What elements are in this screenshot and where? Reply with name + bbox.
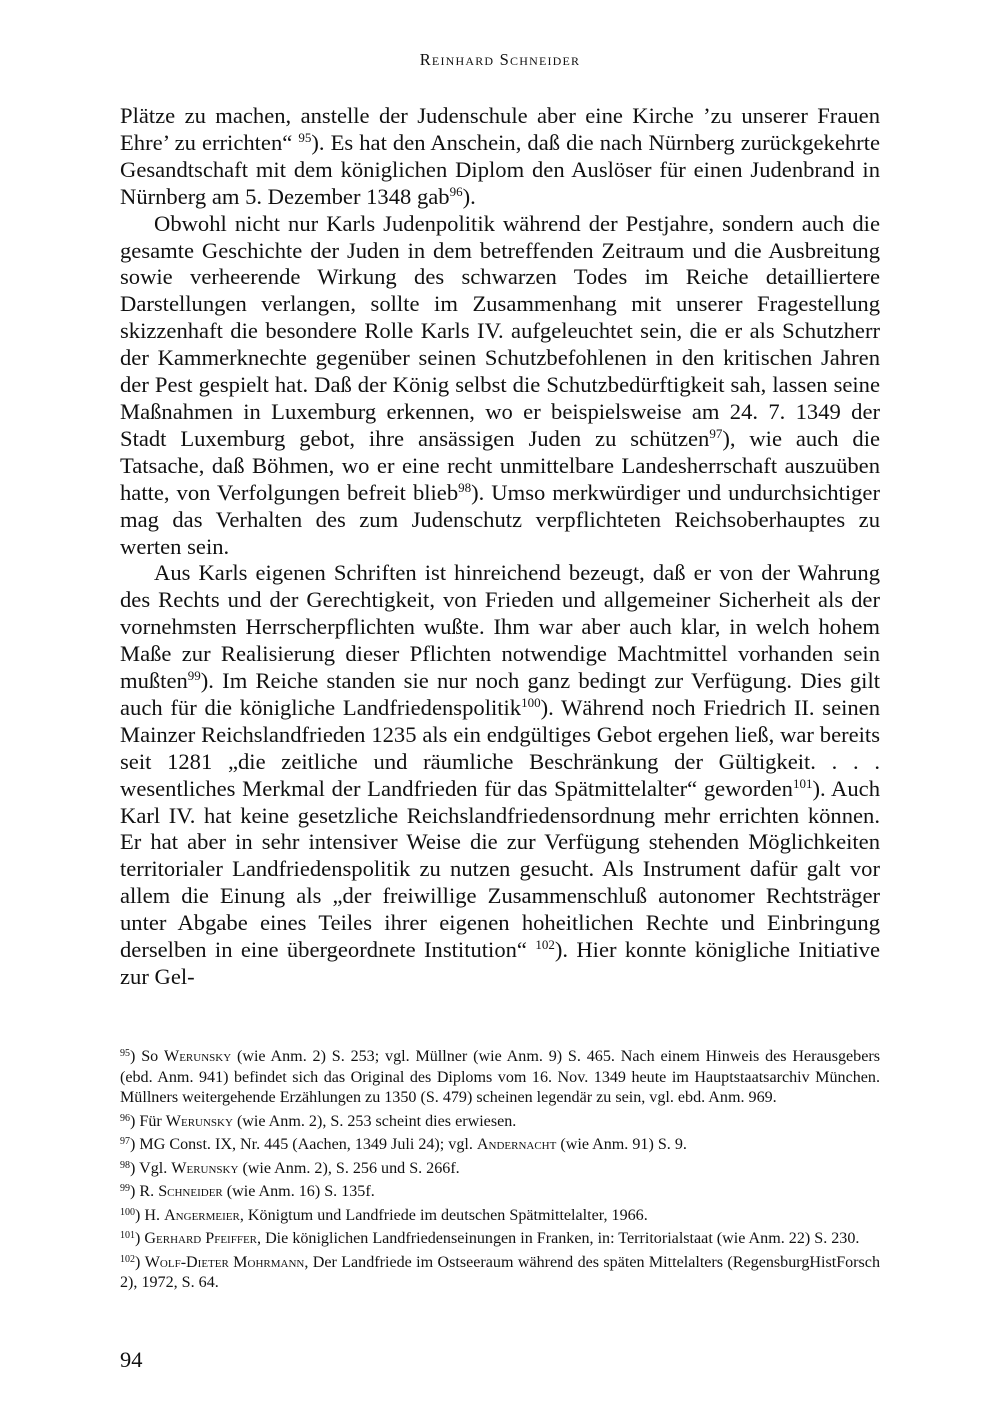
text-run: Obwohl nicht nur Karls Judenpolitik während der Pestjahre, sondern auch die gesamte Geschichte der Juden in dem betreffenden Zeitraum und die Ausbreitung sowie verheerende Wirkung des schwarzen Todes im Reiche detailliertere Darstellungen verlangen, sollte im Zusammenhang mit unserer Fragestellung skizzenhaft die besondere Rolle Karls IV. aufgeleuchtet sein, die er als Schutzherr der Kammerknechte gegenüber seinen Schutzbefohlenen in den kritischen Jahren der Pest gespielt hat. Daß der König selbst die Schutzbedürftigkeit sah, lassen seine Maßnahmen in Luxemburg erkennen, wo er beispielsweise am 24. 7. 1349 der Stadt Luxemburg gebot, ihre ansässigen Juden zu schützen xyxy=(120,210,880,451)
text-run: MG Const. IX, Nr. 445 (Aachen, 1349 Juli 24); vgl. xyxy=(139,1136,477,1153)
text-run: Plätze zu machen, anstelle der Judenschule aber eine Kirche ’zu unserer Frauen Ehre’ zu errichten“ xyxy=(120,103,880,155)
footnote-paren: ) xyxy=(130,1136,140,1153)
footnote-paren: ) xyxy=(135,1206,145,1224)
footnote-number: 101 xyxy=(120,1230,135,1241)
footnote xyxy=(120,1203,880,1227)
footnotes xyxy=(120,1044,880,1294)
footnote-number: 97 xyxy=(120,1136,130,1147)
paragraph-1 xyxy=(120,103,880,211)
text-run: (wie Anm. 16) S. 135f. xyxy=(222,1183,375,1200)
author-name: Werunsky xyxy=(165,1112,233,1130)
text-run: (wie Anm. 91) S. 9. xyxy=(556,1136,687,1153)
footnote-paren: ) xyxy=(130,1048,142,1065)
text-run: R. xyxy=(139,1183,159,1200)
footnote xyxy=(120,1179,880,1203)
author-name: Angermeier xyxy=(164,1206,240,1224)
text-run: ). Hier konnte königliche Initiative zur Gel- xyxy=(120,937,880,989)
footnote xyxy=(120,1132,880,1156)
main-text xyxy=(120,103,880,991)
text-run: ). Im Reiche standen sie nur noch ganz bedingt zur Verfügung. Dies gilt auch für die königliche Landfriedenspolitik xyxy=(120,668,880,720)
footnote-number: 98 xyxy=(120,1159,130,1171)
footnote-ref: 95 xyxy=(298,129,312,145)
paragraph-2 xyxy=(120,211,880,561)
author-name: Andernacht xyxy=(476,1136,557,1153)
footnote-number: 95 xyxy=(120,1048,130,1059)
text-run: ). Während noch Friedrich II. seinen Mainzer Reichslandfrieden 1235 als ein endgültiges Gebot ergehen ließ, war bereits seit 1281 „die zeitliche und räumliche Beschränkung der Gültigkeit. . . . wesentliches Merkmal der Landfrieden für das Spätmittelalter“ geworden xyxy=(120,694,880,801)
author-name: Werunsky xyxy=(171,1159,239,1177)
footnote-number: 96 xyxy=(120,1112,130,1124)
footnote-ref: 100 xyxy=(521,694,541,710)
footnote-number: 102 xyxy=(120,1253,135,1265)
text-run: (wie Anm. 2) S. 253; vgl. Müllner (wie Anm. 9) S. 465. Nach einem Hinweis des Herausgebers (ebd. Anm. 941) befindet sich das Original des Diploms vom 16. Nov. 1349 heute im Hauptstaatsarchiv München. Müllners weitergehende Erzählungen zu 1350 (S. 479) scheinen legendär zu sein, vgl. ebd. Anm. 969. xyxy=(120,1048,880,1106)
text-run: H. xyxy=(144,1206,165,1224)
footnote-paren: ) xyxy=(130,1183,140,1200)
text-run: , Königtum und Landfriede im deutschen Spätmittelalter, 1966. xyxy=(239,1206,648,1224)
footnote xyxy=(120,1109,880,1133)
running-head: Reinhard Schneider xyxy=(419,50,581,69)
text-run: ), wie auch die Tatsache, daß Böhmen, wo er eine recht unmittelbare Landesherrschaft auszuüben hatte, von Verfolgungen befreit blieb xyxy=(120,425,881,505)
footnote xyxy=(120,1044,880,1109)
footnote-ref: 102 xyxy=(535,937,555,953)
text-run: Für xyxy=(139,1112,166,1130)
text-run: ). Auch Karl IV. hat keine gesetzliche Reichslandfriedensordnung mehr errichten können. Er hat aber in sehr intensiver Weise die zur Verfügung stehenden Möglichkeiten territorialer Landfriedenspolitik zu nutzen gesucht. Als Instrument dafür galt vor allem die Einung als „der freiwillige Zusammenschluß autonomer Rechtsträger unter Abgabe eines Teiles ihrer eigenen hoheitlichen Rechte und Einbringung derselben in eine übergeordnete Institution“ xyxy=(120,775,880,963)
footnote xyxy=(120,1250,880,1294)
text-run: Vgl. xyxy=(139,1159,172,1177)
author-name: Werunsky xyxy=(164,1048,232,1065)
text-run: ). xyxy=(462,183,476,209)
footnote-paren: ) xyxy=(135,1230,145,1247)
footnote-ref: 97 xyxy=(709,425,723,441)
author-name: Schneider xyxy=(158,1183,223,1200)
footnote xyxy=(120,1156,880,1180)
paragraph-3 xyxy=(120,560,880,991)
author-name: Wolf-Dieter Mohrmann xyxy=(144,1253,305,1271)
footnote-ref: 101 xyxy=(792,775,813,791)
footnote xyxy=(120,1226,880,1250)
footnote-number: 99 xyxy=(120,1183,130,1194)
footnote-ref: 99 xyxy=(187,668,201,684)
footnote-paren: ) xyxy=(130,1112,140,1130)
footnote-ref: 96 xyxy=(449,183,463,199)
footnote-ref: 98 xyxy=(458,479,472,495)
footnote-paren: ) xyxy=(135,1253,145,1271)
text-run: , Die königlichen Landfriedenseinungen in Franken, in: Territorialstaat (wie Anm. 22) S. 230. xyxy=(257,1230,860,1247)
author-name: Gerhard Pfeiffer xyxy=(144,1230,258,1247)
page-number: 94 xyxy=(120,1347,143,1372)
text-run: , Der Landfriede im Ostseeraum während des späten Mittelalters (RegensburgHistForsch 2), 1972, S. 64. xyxy=(120,1253,880,1291)
text-run: (wie Anm. 2), S. 253 scheint dies erwiesen. xyxy=(232,1112,517,1130)
footnote-paren: ) xyxy=(130,1159,140,1177)
text-run: Aus Karls eigenen Schriften ist hinreichend bezeugt, daß er von der Wahrung des Rechts und der Gerechtigkeit, von Frieden und allgemeiner Sicherheit als der vornehmsten Herrscherpflichten wußte. Ihm war aber auch klar, in welch hohem Maße zur Realisierung dieser Pflichten notwendige Machtmittel vorhanden sein mußten xyxy=(120,560,880,694)
footnote-number: 100 xyxy=(120,1206,135,1218)
text-run: ). Es hat den Anschein, daß die nach Nürnberg zurückgekehrte Gesandtschaft mit dem königlichen Diplom den Auslöser für einen Judenbrand in Nürnberg am 5. Dezember 1348 gab xyxy=(120,129,880,209)
text-run: (wie Anm. 2), S. 256 und S. 266f. xyxy=(238,1159,460,1177)
text-run: ). Umso merkwürdiger und undurchsichtiger mag das Verhalten des zum Judenschutz verpflichteten Reichsoberhauptes zu werten sein. xyxy=(120,479,880,559)
text-run: So xyxy=(141,1048,165,1065)
